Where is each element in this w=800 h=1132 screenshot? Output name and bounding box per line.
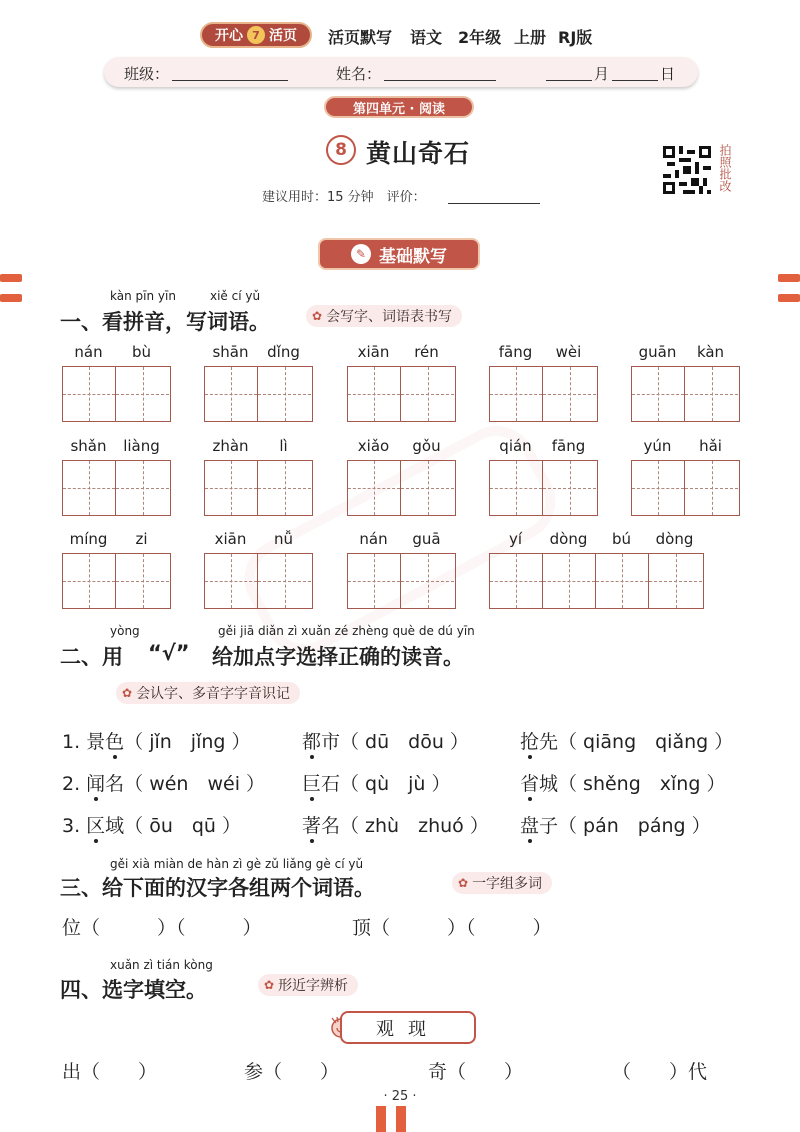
q1-pinyin: xiě cí yǔ — [210, 289, 261, 303]
cell-pinyin: liàng — [123, 437, 160, 455]
unit-tag: 第四单元 · 阅读 — [324, 96, 474, 118]
cell-pinyin: dòng — [549, 530, 588, 548]
brand-logo — [200, 22, 312, 48]
cell-pinyin: fāng — [551, 437, 586, 455]
q4-item[interactable]: （ ）代 — [612, 1061, 708, 1083]
writing-grid-group[interactable] — [62, 460, 171, 516]
q4-pinyin: xuǎn zì tián kòng — [110, 958, 213, 972]
writing-grid-group[interactable] — [489, 460, 598, 516]
tianzi-cell[interactable] — [632, 461, 685, 515]
section-badge-label: 基础默写 — [379, 246, 447, 267]
lesson-number: 8 — [326, 135, 356, 165]
cell-pinyin: guān — [638, 343, 677, 361]
emphasis-dot — [310, 755, 314, 759]
writing-grid-group[interactable] — [489, 366, 598, 422]
evaluation-field[interactable] — [448, 203, 540, 204]
footer-deco — [376, 1106, 386, 1132]
pencil-icon: ✎ — [351, 244, 371, 264]
tianzi-cell[interactable] — [258, 367, 311, 421]
q3-item[interactable]: 位（ ）（ ） — [62, 917, 262, 939]
tianzi-cell[interactable] — [490, 461, 543, 515]
side-deco-left — [0, 294, 22, 302]
tianzi-cell[interactable] — [685, 367, 738, 421]
q4-tip — [258, 974, 358, 996]
tianzi-cell[interactable] — [490, 554, 543, 608]
tianzi-cell[interactable] — [205, 461, 258, 515]
subject: 语文 — [410, 28, 443, 47]
q4-tip-text: 形近字辨析 — [278, 978, 349, 994]
writing-grid-group[interactable] — [631, 366, 740, 422]
cell-pinyin: shān — [212, 343, 249, 361]
q2-item[interactable]: 都市（ dū dōu ） — [302, 731, 469, 753]
writing-grid-group[interactable] — [62, 366, 171, 422]
cell-pinyin: zi — [135, 530, 148, 548]
flower-icon: ✿ — [264, 978, 275, 992]
q2-item[interactable]: 著名（ zhù zhuó ） — [302, 815, 489, 837]
page-number: · 25 · — [383, 1089, 417, 1104]
q2-item[interactable]: 巨石（ qù jù ） — [302, 773, 451, 795]
tianzi-cell[interactable] — [401, 367, 454, 421]
name-field[interactable] — [384, 80, 496, 81]
q2-check-mark: “√” — [148, 641, 190, 665]
cell-pinyin: nán — [359, 530, 388, 548]
tianzi-cell[interactable] — [63, 461, 116, 515]
name-label: 姓名： — [336, 65, 382, 83]
cell-pinyin: nán — [74, 343, 103, 361]
q1-tip — [306, 305, 462, 327]
tianzi-cell[interactable] — [116, 554, 169, 608]
q3-title: 三、给下面的汉字各组两个词语。 — [60, 876, 375, 900]
tianzi-cell[interactable] — [348, 461, 401, 515]
edition: RJ版 — [558, 28, 593, 47]
tianzi-cell[interactable] — [401, 554, 454, 608]
writing-grid-group[interactable] — [631, 460, 740, 516]
logo-right-text: 活页 — [269, 28, 297, 44]
tianzi-cell[interactable] — [205, 554, 258, 608]
emphasis-dot — [528, 839, 532, 843]
term: 上册 — [514, 28, 547, 47]
flower-icon: ✿ — [458, 876, 469, 890]
q2-pinyin: gěi jiā diǎn zì xuǎn zé zhèng què de dú yīn — [218, 624, 475, 638]
q2-item[interactable]: 2. 闻名（ wén wéi ） — [62, 773, 266, 795]
writing-grid-group[interactable] — [347, 553, 456, 609]
cell-pinyin: xiǎo — [357, 437, 390, 455]
emphasis-dot — [528, 755, 532, 759]
side-deco-left — [0, 274, 22, 282]
q2-item[interactable]: 抢先（ qiāng qiǎng ） — [520, 731, 734, 753]
q1-pinyin: kàn pīn yīn — [110, 289, 176, 303]
cell-pinyin: dòng — [655, 530, 694, 548]
tianzi-cell[interactable] — [116, 461, 169, 515]
emphasis-dot — [94, 797, 98, 801]
tianzi-cell[interactable] — [63, 367, 116, 421]
lesson-title: 黄山奇石 — [366, 139, 471, 168]
month-field[interactable] — [546, 80, 592, 81]
cell-pinyin: zhàn — [212, 437, 249, 455]
tianzi-cell[interactable] — [490, 367, 543, 421]
day-label: 日 — [660, 65, 676, 83]
cell-pinyin: shǎn — [70, 437, 107, 455]
tianzi-cell[interactable] — [63, 554, 116, 608]
tianzi-cell[interactable] — [543, 367, 596, 421]
section-badge — [318, 238, 480, 270]
lesson-meta: 建议用时：15 分钟 评价： — [262, 190, 426, 205]
emphasis-dot — [310, 839, 314, 843]
footer-deco — [396, 1106, 406, 1132]
q2-tip — [116, 682, 300, 704]
tianzi-cell[interactable] — [258, 461, 311, 515]
class-field[interactable] — [172, 80, 288, 81]
emphasis-dot — [94, 839, 98, 843]
cell-pinyin: fāng — [498, 343, 533, 361]
logo-badge-icon: 7 — [247, 26, 265, 44]
writing-grid-group[interactable] — [204, 366, 313, 422]
emphasis-dot — [528, 797, 532, 801]
class-label: 班级： — [124, 65, 170, 83]
q1-title: 一、看拼音，写词语。 — [60, 310, 270, 334]
tianzi-cell[interactable] — [348, 367, 401, 421]
writing-grid-group[interactable] — [204, 553, 313, 609]
day-field[interactable] — [612, 80, 658, 81]
cell-pinyin: gǒu — [412, 437, 441, 455]
month-label: 月 — [594, 65, 610, 83]
cell-pinyin: míng — [69, 530, 108, 548]
cell-pinyin: bù — [131, 343, 152, 361]
q2-title-prefix: 二、用 — [60, 645, 123, 669]
tianzi-cell[interactable] — [401, 461, 454, 515]
tianzi-cell[interactable] — [543, 554, 596, 608]
cell-pinyin: bú — [611, 530, 632, 548]
q2-item[interactable]: 盘子（ pán páng ） — [520, 815, 711, 837]
q4-item[interactable]: 参（ ） — [244, 1061, 340, 1083]
side-deco-right — [778, 274, 800, 282]
tianzi-cell[interactable] — [632, 367, 685, 421]
side-deco-right — [778, 294, 800, 302]
q3-item[interactable]: 顶（ ）（ ） — [352, 917, 552, 939]
cell-pinyin: dǐng — [267, 343, 300, 361]
cell-pinyin: yí — [508, 530, 523, 548]
grade: 2年级 — [458, 28, 502, 47]
tianzi-cell[interactable] — [543, 461, 596, 515]
tianzi-cell[interactable] — [116, 367, 169, 421]
q2-title: 给加点字选择正确的读音。 — [212, 645, 464, 669]
q2-tip-text: 会认字、多音字字音识记 — [136, 686, 291, 702]
qr-code-icon[interactable] — [663, 146, 711, 194]
tianzi-cell[interactable] — [649, 554, 702, 608]
series-name: 活页默写 — [328, 28, 393, 47]
logo-left-text: 开心 — [215, 28, 243, 44]
q4-item[interactable]: 出（ ） — [62, 1061, 158, 1083]
flower-icon: ✿ — [312, 309, 323, 323]
writing-grid-group[interactable] — [347, 366, 456, 422]
cell-pinyin: qián — [499, 437, 532, 455]
cell-pinyin: nǚ — [273, 530, 293, 548]
q2-item[interactable]: 3. 区域（ ōu qū ） — [62, 815, 242, 837]
q4-title: 四、选字填空。 — [60, 978, 207, 1002]
scan-to-grade-label: 拍照批改 — [718, 144, 732, 192]
emphasis-dot — [310, 797, 314, 801]
writing-grid-group[interactable] — [62, 553, 171, 609]
q2-item[interactable]: 省城（ shěng xǐng ） — [520, 773, 726, 795]
q3-pinyin: gěi xià miàn de hàn zì gè zǔ liǎng gè cí yǔ — [110, 857, 364, 871]
emphasis-dot — [113, 755, 117, 759]
q4-item[interactable]: 奇（ ） — [428, 1061, 524, 1083]
cell-pinyin: xiān — [357, 343, 390, 361]
cell-pinyin: rén — [414, 343, 439, 361]
cell-pinyin: lì — [279, 437, 288, 455]
q3-tip — [452, 872, 552, 894]
q1-tip-text: 会写字、词语表书写 — [326, 309, 453, 325]
choice-box: 观现 — [340, 1011, 476, 1044]
cell-pinyin: hǎi — [699, 437, 722, 455]
cell-pinyin: wèi — [555, 343, 582, 361]
cell-pinyin: kàn — [696, 343, 725, 361]
tianzi-cell[interactable] — [205, 367, 258, 421]
tianzi-cell[interactable] — [258, 554, 311, 608]
cell-pinyin: xiān — [214, 530, 247, 548]
tianzi-cell[interactable] — [685, 461, 738, 515]
tianzi-cell[interactable] — [596, 554, 649, 608]
writing-grid-group[interactable] — [347, 460, 456, 516]
tianzi-cell[interactable] — [348, 554, 401, 608]
q3-tip-text: 一字组多词 — [472, 876, 543, 892]
cell-pinyin: yún — [643, 437, 672, 455]
flower-icon: ✿ — [122, 686, 133, 700]
writing-grid-group[interactable] — [204, 460, 313, 516]
q2-pinyin: yòng — [110, 624, 140, 638]
q2-item[interactable]: 1. 景色（ jǐn jǐng ） — [62, 731, 251, 753]
cell-pinyin: guā — [412, 530, 441, 548]
writing-grid-group[interactable] — [489, 553, 704, 609]
